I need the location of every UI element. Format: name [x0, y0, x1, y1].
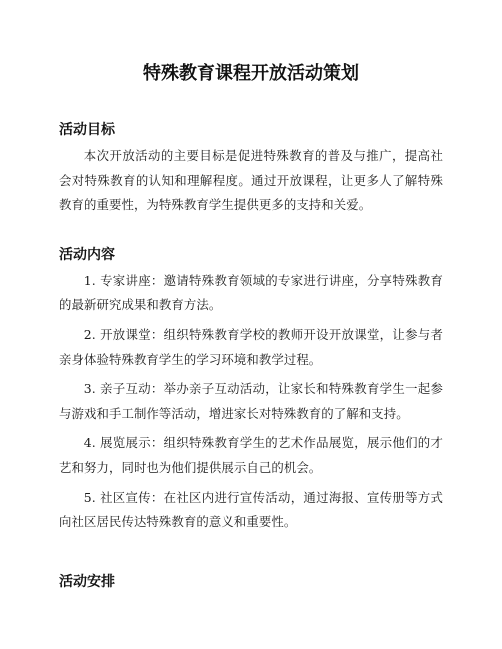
content-item-open-class: 2. 开放课堂：组织特殊教育学校的教师开设开放课堂，让参与者亲身体验特殊教育学生的学习环境和教学过程。 — [59, 326, 443, 367]
section-heading-content: 活动内容 — [59, 246, 115, 263]
section-heading-goals: 活动目标 — [59, 122, 115, 138]
section-heading-schedule: 活动安排 — [59, 573, 115, 590]
goals-paragraph: 本次开放活动的主要目标是促进特殊教育的普及与推广，提高社会对特殊教育的认知和理解程度。通过开放课程，让更多人了解特殊教育的重要性，为特殊教育学生提供更多的支持和关爱。 — [59, 148, 443, 213]
content-item-parent-child: 3. 亲子互动：举办亲子互动活动，让家长和特殊教育学生一起参与游戏和手工制作等活动，增进家长对特殊教育的了解和支持。 — [59, 381, 443, 421]
content-item-exhibition: 4. 展览展示：组织特殊教育学生的艺术作品展览，展示他们的才艺和努力，同时也为他们提供展示自己的机会。 — [59, 435, 443, 475]
content-item-community: 5. 社区宣传：在社区内进行宣传活动，通过海报、宣传册等方式向社区居民传达特殊教育的意义和重要性。 — [59, 489, 443, 530]
content-item-lecture: 1. 专家讲座：邀请特殊教育领域的专家进行讲座，分享特殊教育的最新研究成果和教育方法。 — [59, 272, 443, 313]
content-list — [59, 269, 443, 535]
document-title: 特殊教育课程开放活动策划 — [143, 63, 359, 84]
